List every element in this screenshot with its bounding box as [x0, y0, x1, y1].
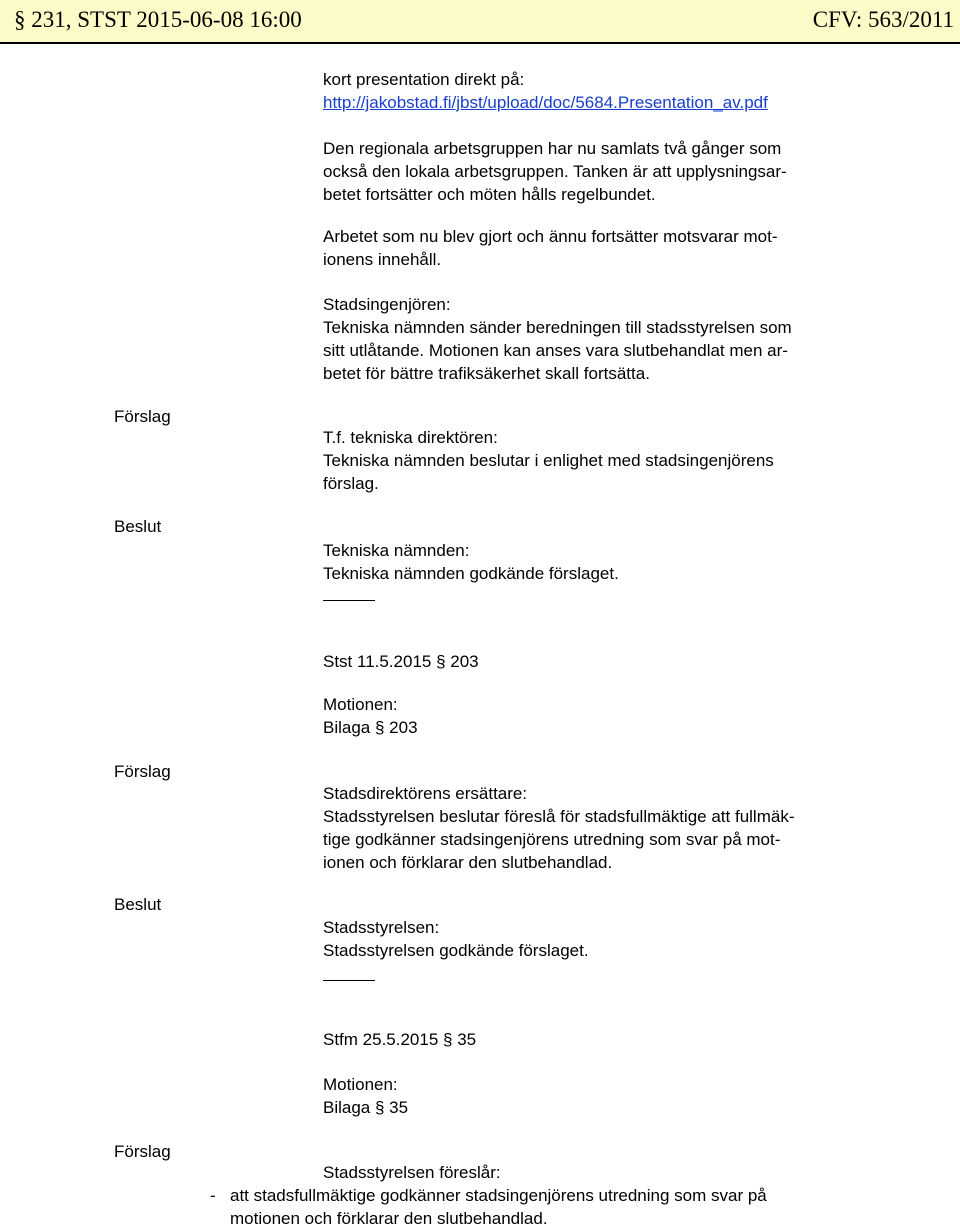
paragraph-line: betet fortsätter och möten hålls regelbundet. [323, 185, 656, 204]
proposal-line: ionen och förklarar den slutbehandlad. [323, 853, 613, 872]
paragraph-line: Den regionala arbetsgruppen har nu samlats två gånger som [323, 139, 782, 158]
paragraph-line: sitt utlåtande. Motionen kan anses vara slutbehandlat men ar- [323, 341, 788, 360]
forslag-label: Förslag [114, 407, 171, 426]
separator-line [323, 980, 375, 981]
paragraph-line: Tekniska nämnden sänder beredningen till stadsstyrelsen som [323, 318, 792, 337]
paragraph-line: också den lokala arbetsgruppen. Tanken är att upplysningsar- [323, 162, 787, 181]
paragraph-heading: Stadsingenjören: [323, 295, 451, 314]
forslag-label: Förslag [114, 1142, 171, 1161]
proposal-line: Stadsstyrelsen beslutar föreslå för stadsfullmäktige att fullmäk- [323, 807, 795, 826]
bullet-line: motionen och förklarar den slutbehandlad. [230, 1209, 548, 1228]
separator-line [323, 600, 375, 601]
proposal-line: Tekniska nämnden beslutar i enlighet med stadsingenjörens [323, 451, 774, 470]
paragraph-line: Arbetet som nu blev gjort och ännu fortsätter motsvarar mot- [323, 227, 778, 246]
proposal-line: förslag. [323, 474, 379, 493]
decision-heading: Stadsstyrelsen: [323, 918, 440, 937]
intro-text: kort presentation direkt på: [323, 70, 525, 89]
motion-heading: Motionen: [323, 1075, 398, 1094]
attachment-reference: Bilaga § 35 [323, 1098, 409, 1117]
case-number: CFV: 563/2011 [812, 7, 954, 32]
meeting-reference: Stfm 25.5.2015 § 35 [323, 1030, 477, 1049]
proposal-heading: T.f. tekniska direktören: [323, 428, 498, 447]
paragraph-line: ionens innehåll. [323, 250, 442, 269]
bullet-dash: - [210, 1186, 216, 1205]
decision-heading: Tekniska nämnden: [323, 541, 470, 560]
motion-heading: Motionen: [323, 695, 398, 714]
paragraph-line: betet för bättre trafiksäkerhet skall fortsätta. [323, 364, 650, 383]
beslut-label: Beslut [114, 895, 162, 914]
proposal-line: tige godkänner stadsingenjörens utredning som svar på mot- [323, 830, 781, 849]
proposal-heading: Stadsstyrelsen föreslår: [323, 1163, 501, 1182]
decision-line: Stadsstyrelsen godkände förslaget. [323, 941, 589, 960]
meeting-reference: Stst 11.5.2015 § 203 [323, 652, 479, 671]
presentation-link[interactable]: http://jakobstad.fi/jbst/upload/doc/5684.Presentation_av.pdf [323, 93, 768, 112]
page-header [0, 0, 960, 44]
attachment-reference: Bilaga § 203 [323, 718, 418, 737]
section-reference: § 231, STST 2015-06-08 16:00 [14, 7, 302, 32]
bullet-line: att stadsfullmäktige godkänner stadsingenjörens utredning som svar på [230, 1186, 767, 1205]
proposal-heading: Stadsdirektörens ersättare: [323, 784, 528, 803]
beslut-label: Beslut [114, 517, 162, 536]
decision-line: Tekniska nämnden godkände förslaget. [323, 564, 619, 583]
forslag-label: Förslag [114, 762, 171, 781]
